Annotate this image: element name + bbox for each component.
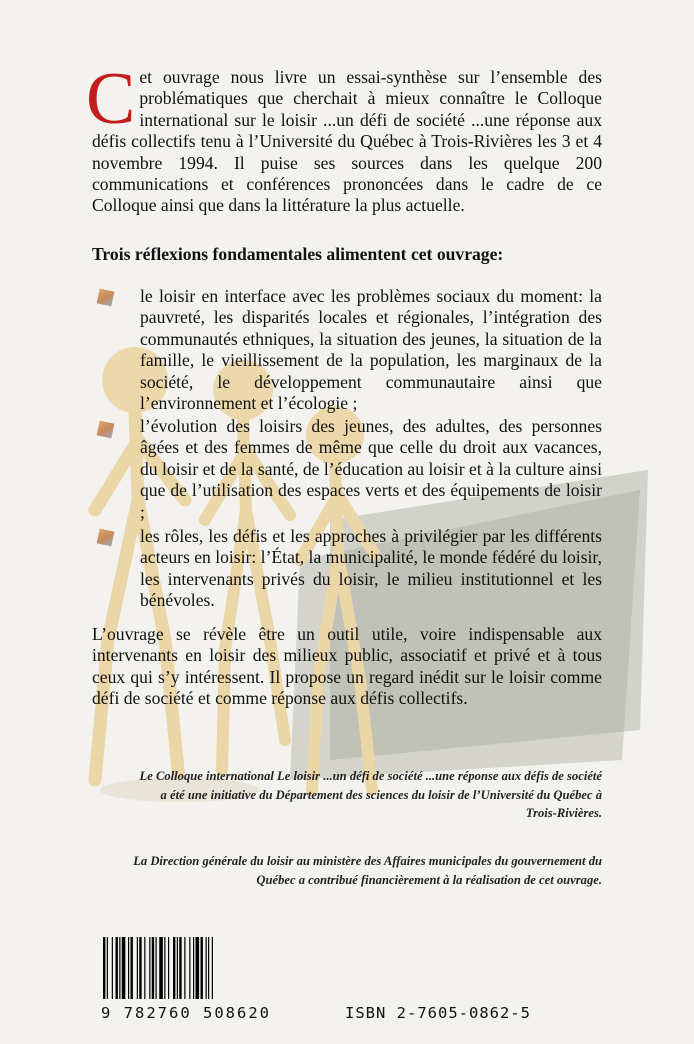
barcode-bar: [156, 937, 157, 999]
section-heading: Trois réflexions fondamentales alimentent cet ouvrage:: [92, 244, 504, 264]
barcode-bar: [212, 937, 213, 999]
barcode-bar: [201, 937, 203, 999]
bullet-marker-2: [97, 421, 115, 439]
credits-funding: La Direction générale du loisir au ministère des Affaires municipales du gouvernement du Québec a contribué financièrement à la réalisation de cet ouvrage.: [133, 854, 602, 887]
barcode-bar: [179, 937, 181, 999]
barcode-bar: [112, 937, 113, 999]
barcode-bar: [168, 937, 169, 999]
barcode-bar: [131, 937, 133, 999]
barcode-bar: [152, 937, 154, 999]
barcode-bar: [139, 937, 141, 999]
barcode-bar: [116, 937, 118, 999]
closing-paragraph: L’ouvrage se révèle être un outil utile, voire indispensable aux intervenants en loisir des milieux public, associatif et privé et à tous ceux qui s’y intéressent. Il propose un regard inédit sur le loisir comme défi de société et comme réponse aux défis collectifs.: [92, 624, 602, 709]
barcode-bar: [122, 937, 126, 999]
credits-colloque: Le Colloque international Le loisir ...un défi de société ...une réponse aux défis de société a été une initiative du Département des sciences du loisir de l’Université du Québec à Trois-Rivières.: [139, 769, 602, 820]
barcode-bar: [173, 937, 175, 999]
bullet-item-3: les rôles, les défis et les approches à privilégier par les différents acteurs en loisir: l’État, la municipalité, le monde fédéré du loisir, les intervenants privés du loisir, le milieu institutionnel et les bénévoles.: [140, 526, 602, 611]
barcode-bar: [137, 937, 138, 999]
barcode-bar: [103, 937, 105, 999]
bullet-item-1: le loisir en interface avec les problèmes sociaux du moment: la pauvreté, les disparités locales et régionales, l’intégration des communautés ethniques, la situation des jeunes, la situation de la famille, le vieillissement de la population, les marginaux de la société, le développement communautaire ainsi que l’environnement et l’écologie ;: [140, 286, 602, 414]
barcode-bar: [189, 937, 190, 999]
barcode-bar: [208, 937, 209, 999]
dropcap: C: [86, 58, 136, 140]
bullet-marker-1: [97, 289, 115, 307]
barcode-bar: [149, 937, 150, 999]
barcode-bar: [196, 937, 200, 999]
barcode-bar: [177, 937, 178, 999]
intro-paragraph: [86, 58, 602, 217]
barcode: [101, 937, 311, 999]
barcode-bar: [206, 937, 207, 999]
barcode-bar: [144, 937, 145, 999]
barcode-bar: [164, 937, 165, 999]
isbn-number: ISBN 2-7605-0862-5: [345, 1004, 531, 1022]
bullet-item-2: l’évolution des loisirs des jeunes, des adultes, des personnes âgées et des femmes de même que celle du droit aux vacances, du loisir et de la santé, de l’éducation au loisir et à la culture ainsi que de l’utilisation des espaces verts et des équipements de loisir ;: [140, 416, 602, 522]
barcode-bar: [119, 937, 120, 999]
intro-text: et ouvrage nous livre un essai-synthèse sur l’ensemble des problématiques que cherchait à mieux connaître le Colloque international sur le loisir ...un défi de société ...une réponse aux défis collectifs tenu à l’Université du Québec à Trois-Rivières les 3 et 4 novembre 1994. Il puise ses sources dans les quelque 200 communications et conférences prononcées dans le cadre de ce Colloque ainsi que dans la littérature la plus actuelle.: [92, 67, 602, 216]
barcode-bar: [159, 937, 163, 999]
barcode-digits: 9 782760 508620: [101, 1004, 271, 1022]
bullet-marker-3: [97, 529, 115, 547]
barcode-bar: [193, 937, 194, 999]
barcode-bar: [107, 937, 108, 999]
barcode-bar: [184, 937, 185, 999]
barcode-bar: [128, 937, 129, 999]
